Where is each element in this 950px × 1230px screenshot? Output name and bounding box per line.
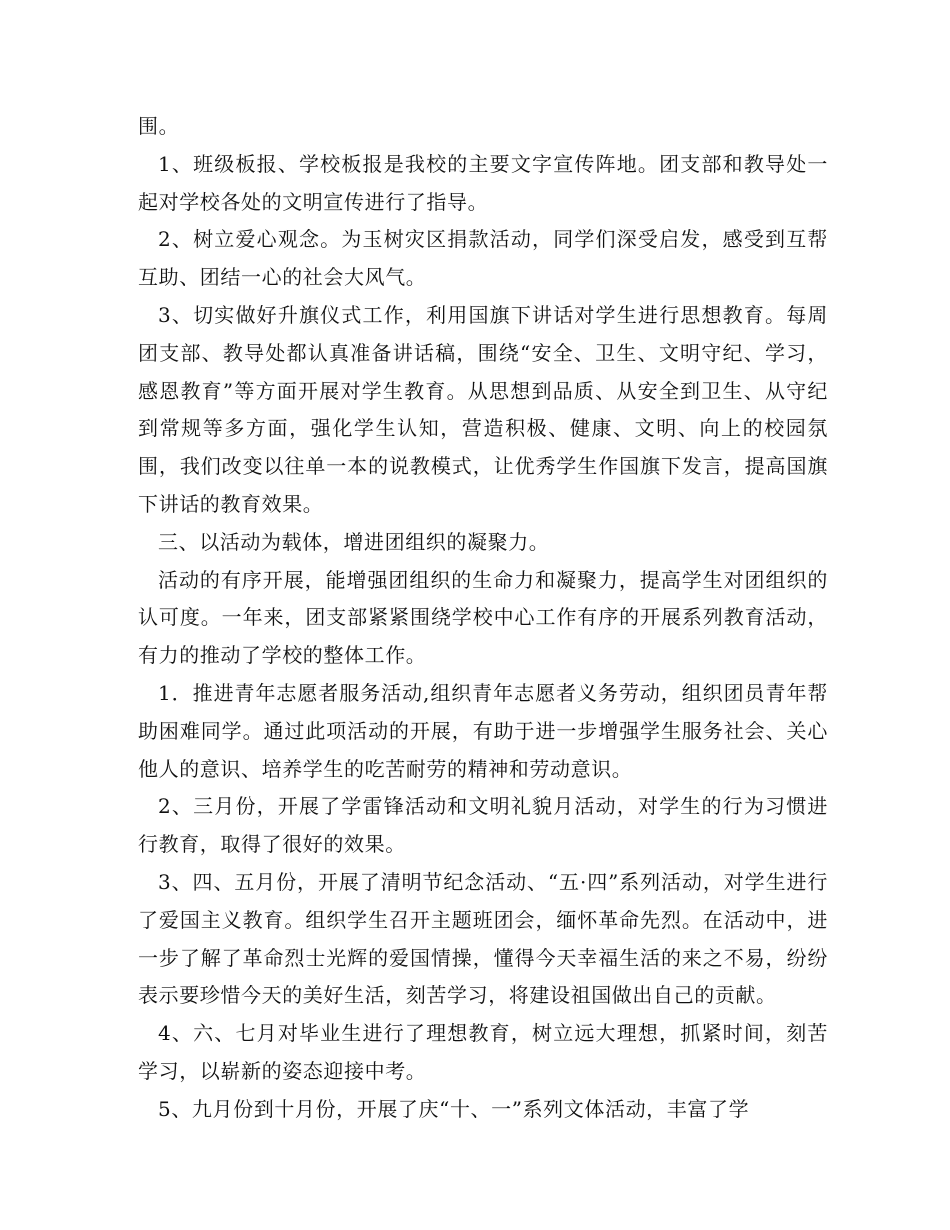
paragraph-september-october: 5、九月份到十月份，开展了庆“十、一”系列文体活动，丰富了学 <box>158 1096 750 1121</box>
paragraph-continuation: 围。 <box>138 114 180 138</box>
section-heading-activities: 三、以活动为载体，增进团组织的凝聚力。 <box>158 529 550 554</box>
paragraph-june-july-graduates: 4、六、七月对毕业生进行了理想教育，树立远大理想，抓紧时间，刻苦学习，以崭新的姿态迎接中考。 <box>138 1021 828 1083</box>
paragraph-volunteer-service: 1．推进青年志愿者服务活动,组织青年志愿者义务劳动，组织团员青年帮助困难同学。通过此项活动的开展，有助于进一步增强学生服务社会、关心他人的意识、培养学生的吃苦耐劳的精神和劳动意识。 <box>138 680 828 781</box>
paragraph-activities-intro: 活动的有序开展，能增强团组织的生命力和凝聚力，提高学生对团组织的认可度。一年来，团支部紧紧围绕学校中心工作有序的开展系列教育活动，有力的推动了学校的整体工作。 <box>138 567 828 668</box>
paragraph-march-activities: 2、三月份，开展了学雷锋活动和文明礼貌月活动，对学生的行为习惯进行教育，取得了很好的效果。 <box>138 794 828 857</box>
paragraph-charity-donation: 2、树立爱心观念。为玉树灾区捐款活动，同学们深受启发，感受到互帮互助、团结一心的社会大风气。 <box>138 227 828 290</box>
paragraph-flag-raising: 3、切实做好升旗仪式工作，利用国旗下讲话对学生进行思想教育。每周团支部、教导处都认真准备讲话稿，围绕“安全、卫生、文明守纪、学习，感恩教育”等方面开展对学生教育。从思想到品质、从安全到卫生、从守纪到常规等多方面，强化学生认知，营造积极、健康、文明、向上的校园氛围，我们改变以往单一本的说教模式，让优秀学生作国旗下发言，提高国旗下讲话的教育效果。 <box>138 302 828 516</box>
document-page <box>138 108 828 1129</box>
paragraph-blackboard-publicity: 1、班级板报、学校板报是我校的主要文字宣传阵地。团支部和教导处一起对学校各处的文明宣传进行了指导。 <box>138 151 828 214</box>
paragraph-april-may-activities: 3、四、五月份，开展了清明节纪念活动、“五·四”系列活动，对学生进行了爱国主义教育。组织学生召开主题班团会，缅怀革命先烈。在活动中，进一步了解了革命烈士光辉的爱国情操，懂得今天幸福生活的来之不易，纷纷表示要珍惜今天的美好生活，刻苦学习，将建设祖国做出自己的贡献。 <box>138 869 828 1008</box>
